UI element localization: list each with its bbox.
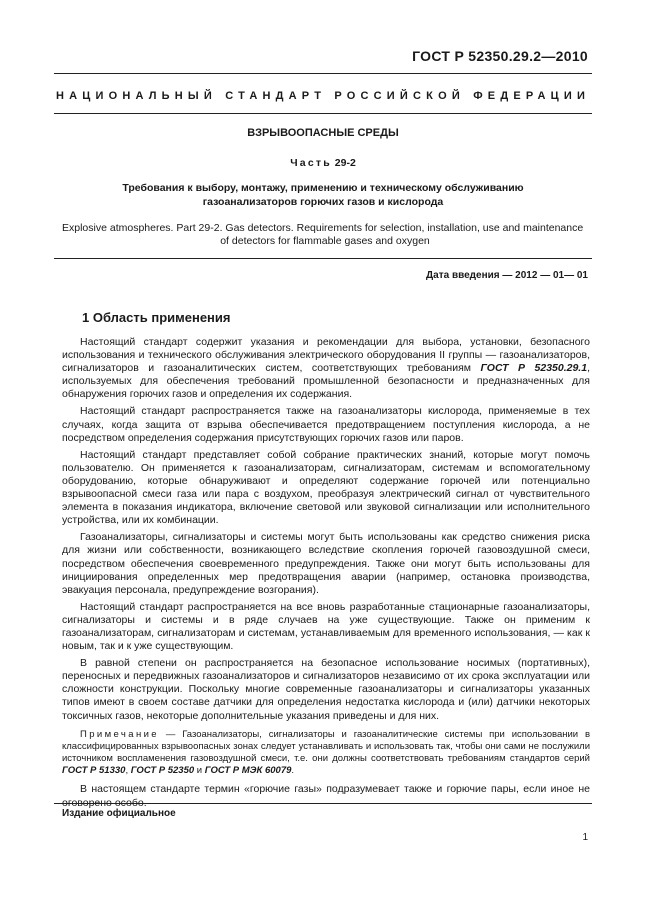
note-text: и — [194, 765, 205, 777]
paragraph: В настоящем стандарте термин «горючие газы» подразумевает также и горючие пары, если иное не оговорено особо. — [62, 783, 590, 809]
section-body — [62, 336, 590, 814]
standard-main-title: ВЗРЫВООПАСНЫЕ СРЕДЫ — [247, 127, 399, 139]
page-number: 1 — [582, 832, 588, 843]
second-rule — [54, 113, 592, 114]
paragraph: Настоящий стандарт распространяется на все вновь разработанные стационарные газоанализаторы, сигнализаторы и системы и в ряде случаев на уже существующие. Также он применим к газоанализаторам, сигнализаторам и системам, устанавливаемым для временного использования, — как к новым, так и к уже существующим. — [62, 600, 590, 653]
date-value: — 2012 — 01— 01 — [502, 270, 588, 281]
standard-reference: ГОСТ Р 51330 — [62, 765, 126, 777]
top-rule — [54, 73, 592, 74]
paragraph: Газоанализаторы, сигнализаторы и системы могут быть использованы как средство снижения риска для жизни или собственности, возникающего вследствие скопления горючей газовоздушной смеси, посредством обеспечения своевременного предупреждения. Также они могут быть использованы для инициирования определенных мер предотвращения аварии (например, остановка производства, эвакуация персонала, предупреждение возгорания). — [62, 531, 590, 596]
footer-rule — [54, 803, 592, 804]
paragraph: В равной степени он распространяется на безопасное использование носимых (портативных), переносных и передвижных газоанализаторов и сигнализаторов независимо от их срока эксплуатации или сложности конструкции. Поскольку многие современные газоанализаторы и сигнализаторы указанных типов имеют в своем составе датчики для определения недостатка кислорода и (или) датчики некоторых токсичных газов, некоторые дополнительные указания приведены и для них. — [62, 657, 590, 722]
note-label: Примечание — [80, 728, 159, 740]
part-word: Часть — [290, 157, 332, 169]
note-text: , — [125, 765, 131, 777]
english-title — [62, 222, 588, 248]
subtitle-line-2: газоанализаторов горючих газов и кислорода — [202, 196, 444, 208]
paragraph-text: , используемых для обеспечения требований промышленной безопасности и предназначенных для обнаружения горючих газов и определения их содержания. — [62, 362, 590, 401]
subtitle-line-1: Требования к выбору, монтажу, применению и техническому обслуживанию — [122, 182, 524, 194]
part-number: 29-2 — [334, 157, 356, 169]
third-rule — [54, 258, 592, 259]
english-title-line-1: Explosive atmospheres. Part 29-2. Gas detectors. Requirements for selection, installation, use and maintenance — [62, 222, 584, 234]
subtitle — [54, 181, 592, 209]
official-edition: Издание официальное — [62, 808, 176, 819]
english-title-line-2: of detectors for flammable gases and oxygen — [220, 235, 430, 247]
note-text: . — [291, 765, 295, 777]
standard-reference: ГОСТ Р МЭК 60079 — [204, 765, 292, 777]
standard-reference: ГОСТ Р 52350 — [130, 765, 195, 777]
document-number: ГОСТ Р 52350.29.2—2010 — [412, 48, 588, 64]
paragraph — [62, 336, 590, 401]
date-label: Дата введения — [426, 270, 500, 281]
note-text: — Газоанализаторы, сигнализаторы и газоаналитические системы при использовании в классифицированных взрывоопасных зонах следует устанавливать и использовать так, чтобы они сами не послужили источником воспламенения газовоздушной смеси, т.е. они должны соответствовать требованиям стандартов серий — [62, 728, 590, 765]
note — [62, 729, 590, 778]
part-title — [54, 157, 592, 169]
national-standard-title: НАЦИОНАЛЬНЫЙ СТАНДАРТ РОССИЙСКОЙ ФЕДЕРАЦИИ — [55, 90, 591, 102]
paragraph-text: Настоящий стандарт содержит указания и рекомендации для выбора, установки, безопасного использования и технического обслуживания электрического оборудования II группы — газоанализаторов, сигнализаторов и газоаналитических систем, соответствующих требованиям — [62, 336, 590, 375]
paragraph: Настоящий стандарт представляет собой собрание практических знаний, которые могут помочь пользователю. Он применяется к газоанализаторам, сигнализаторам, системам и вспомогательному оборудованию, которые обнаруживают и определяют содержание горючей или потенциально взрывоопасной смеси газа или пара с воздухом, преобразуя электрический сигнал от чувствительного элемента в показания индикатора, включение световой или звуковой сигнализации или исполнительного устройства, или их комбинации. — [62, 448, 590, 527]
effective-date — [426, 270, 588, 281]
section-heading: 1 Область применения — [82, 310, 231, 325]
paragraph: Настоящий стандарт распространяется также на газоанализаторы кислорода, применяемые в тех случаях, когда защита от взрыва обеспечивается предотвращением поступления кислорода, а не посредством определения содержания присутствующих горючих газов или паров. — [62, 405, 590, 444]
standard-reference: ГОСТ Р 52350.29.1 — [480, 362, 588, 375]
